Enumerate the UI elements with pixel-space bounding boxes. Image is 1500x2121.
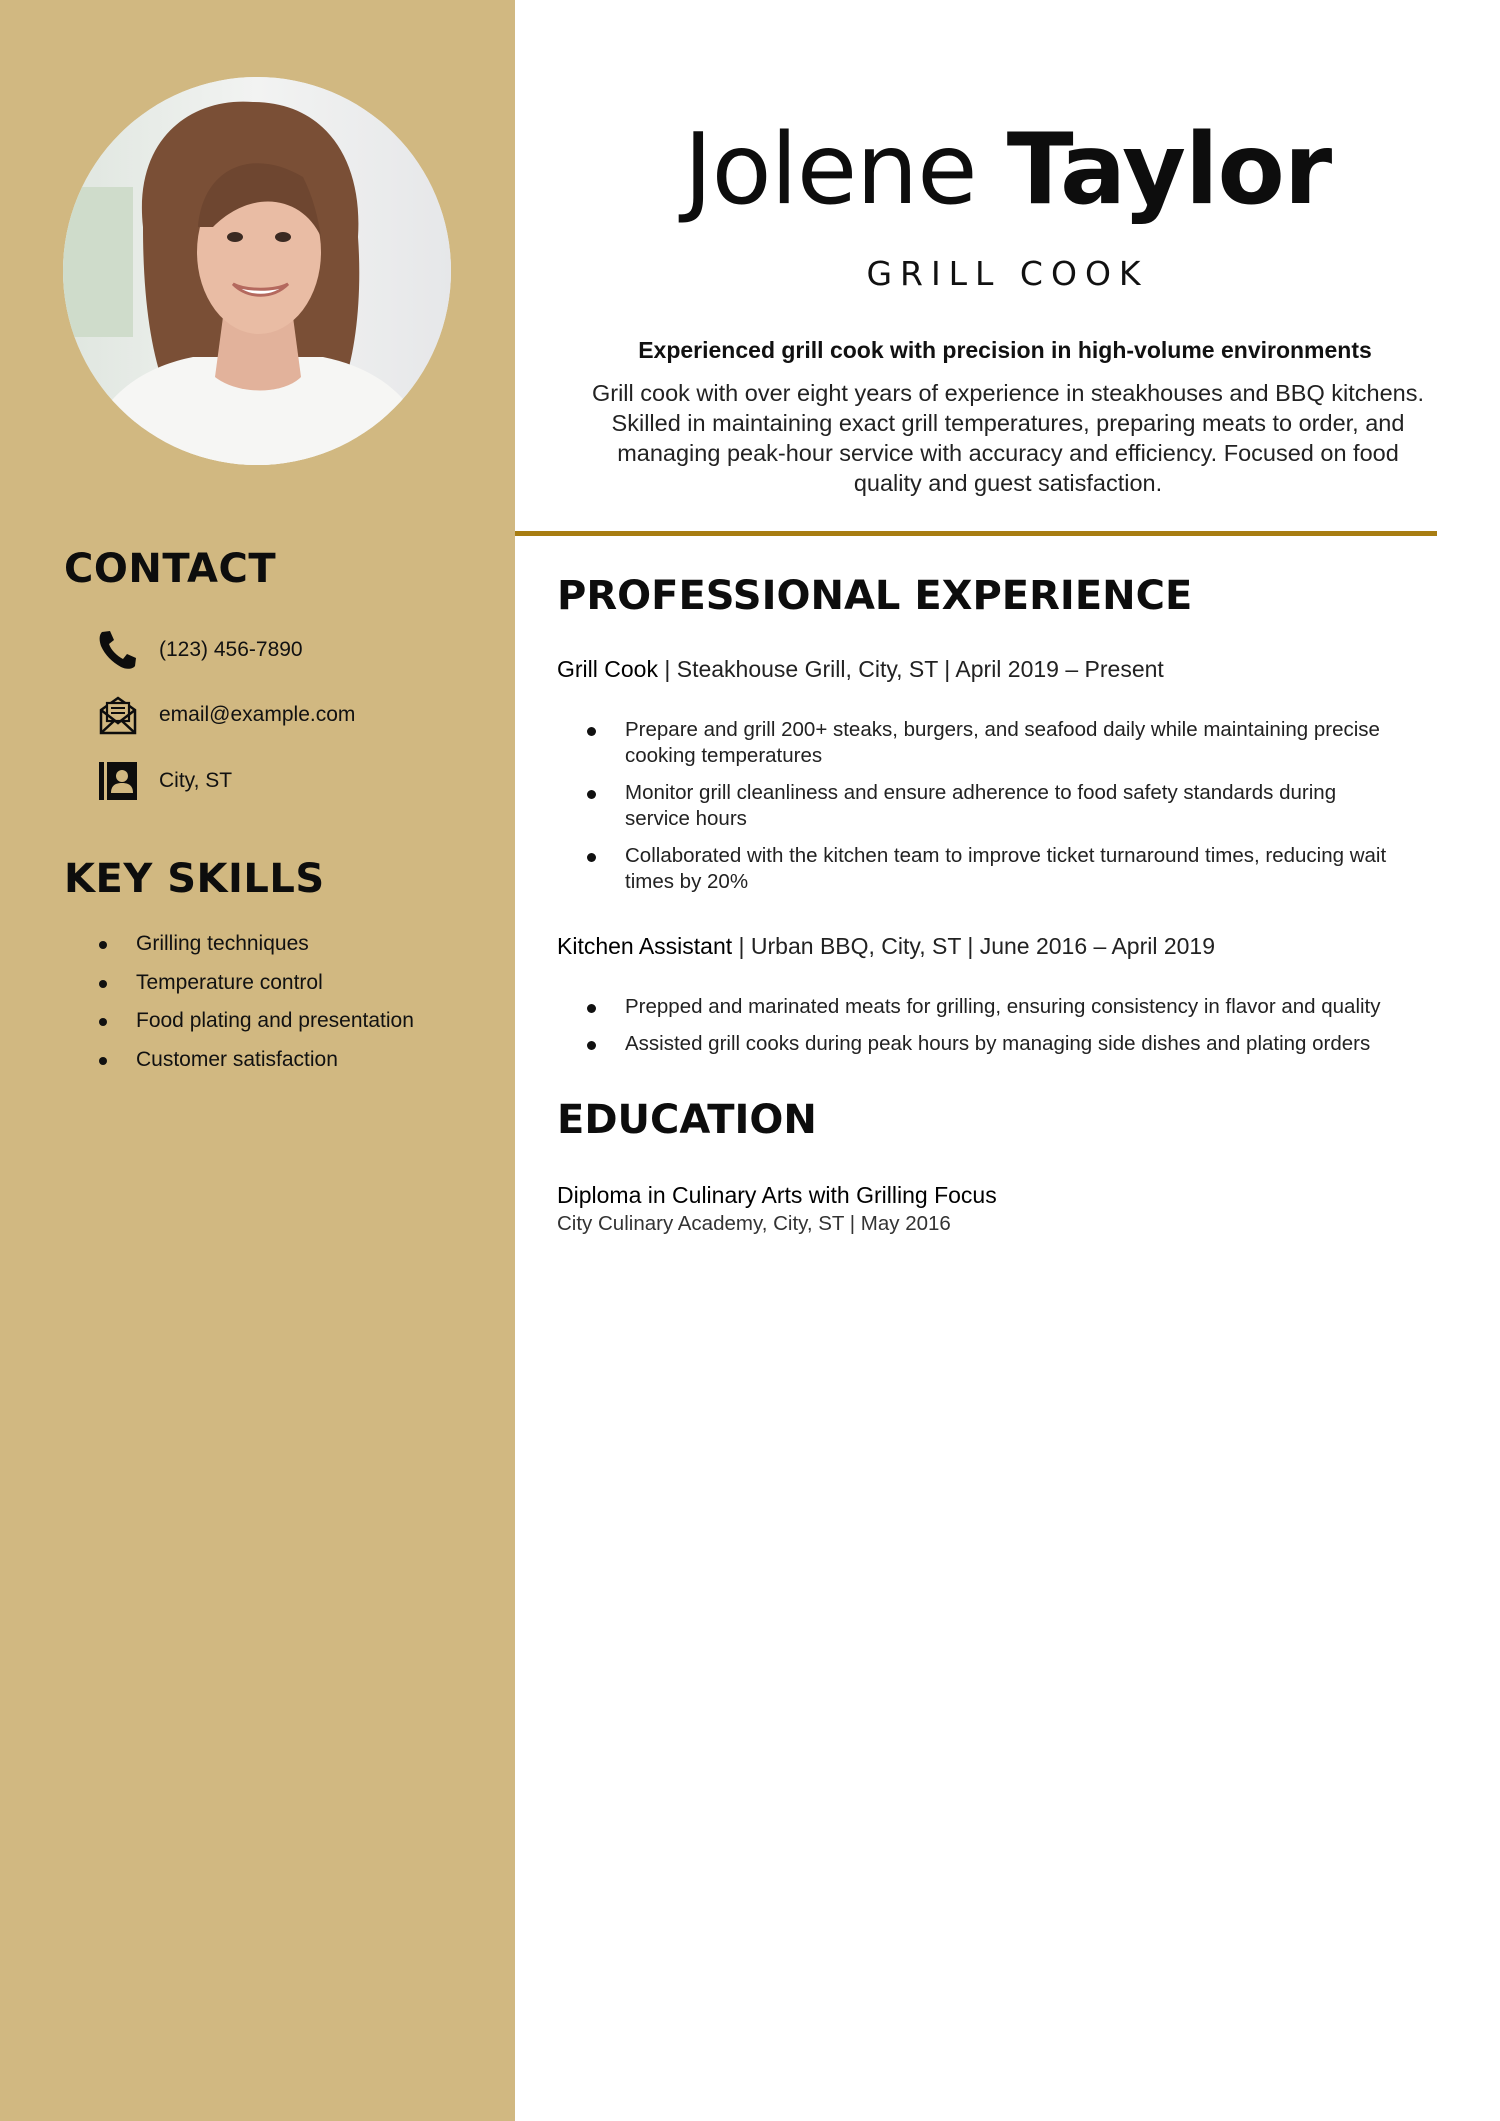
contact-email [96, 692, 355, 738]
profile-photo [63, 77, 451, 465]
job-bullets [582, 717, 1402, 906]
summary-text: Grill cook with over eight years of experience in steakhouses and BBQ kitchens. Skilled in maintaining exact grill temperatures, preparing meats to order, and managing peak-hour service with accuracy and efficiency. Focused on food quality and guest satisfaction. [591, 380, 1425, 496]
summary-tagline: Experienced grill cook with precision in high-volume environments [638, 337, 1372, 363]
skill-item: Customer satisfaction [96, 1048, 414, 1087]
job-bullet: Prepped and marinated meats for grilling, ensuring consistency in flavor and quality [582, 994, 1402, 1020]
education-degree: Diploma in Culinary Arts with Grilling Focus [557, 1182, 997, 1208]
job-bullet: Prepare and grill 200+ steaks, burgers, and seafood daily while maintaining precise cooking temperatures [582, 717, 1402, 769]
job-bullet: Collaborated with the kitchen team to improve ticket turnaround times, reducing wait times by 20% [582, 843, 1402, 895]
job-details: | Steakhouse Grill, City, ST | April 2019 – Present [657, 656, 1164, 682]
education-school: City Culinary Academy, City, ST | May 2016 [557, 1212, 951, 1235]
phone-icon [96, 628, 140, 672]
job-details: | Urban BBQ, City, ST | June 2016 – April 2019 [732, 933, 1216, 959]
job-bullets [582, 994, 1402, 1068]
skill-item: Grilling techniques [96, 932, 414, 971]
email-text: email@example.com [159, 703, 356, 726]
envelope-icon [96, 693, 140, 737]
last-name: Taylor [1006, 113, 1332, 227]
job-title: GRILL COOK [866, 254, 1149, 293]
job-role: Kitchen Assistant [557, 933, 733, 959]
job-bullet: Assisted grill cooks during peak hours by managing side dishes and plating orders [582, 1031, 1402, 1057]
skills-list [96, 932, 414, 1086]
location-text: City, ST [159, 769, 233, 792]
first-name: Jolene [683, 113, 977, 227]
sidebar [0, 0, 515, 2121]
job-title-line [557, 933, 1215, 960]
contact-card-icon [96, 759, 140, 803]
contact-heading: CONTACT [64, 546, 277, 592]
candidate-name [515, 115, 1500, 225]
skill-item: Temperature control [96, 971, 414, 1010]
job-role: Grill Cook [557, 656, 658, 682]
education-heading: EDUCATION [557, 1097, 817, 1143]
job-title-line [557, 656, 1164, 683]
section-divider [515, 531, 1437, 536]
skills-heading: KEY SKILLS [64, 856, 325, 902]
main-content [515, 0, 1500, 2121]
contact-location [96, 758, 232, 804]
skill-item: Food plating and presentation [96, 1009, 414, 1048]
job-bullet: Monitor grill cleanliness and ensure adherence to food safety standards during service hours [582, 780, 1402, 832]
experience-heading: PROFESSIONAL EXPERIENCE [557, 573, 1193, 619]
phone-text: (123) 456-7890 [159, 638, 303, 661]
contact-phone [96, 627, 303, 673]
